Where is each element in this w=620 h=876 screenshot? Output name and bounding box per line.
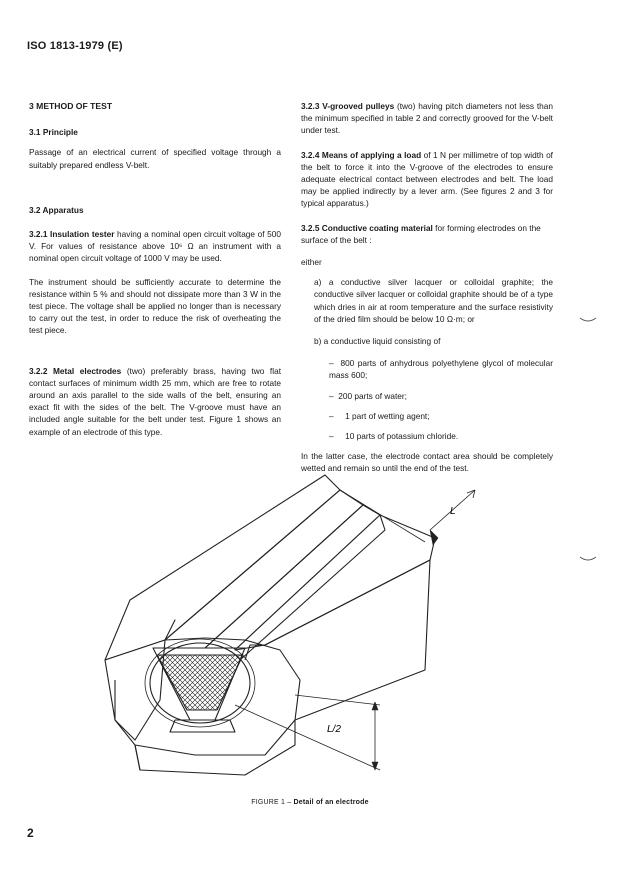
section-3-2-2-heading: 3.2.2 Metal electrodes	[29, 365, 122, 376]
section-3-2-4-heading: 3.2.4 Means of applying a load	[301, 149, 422, 160]
section-3-2-3-text: (two) having pitch diameters not less than the minimum specified in table 2 and correctly grooved for the V-belt under test.	[301, 101, 553, 136]
section-3-2-1-paragraph	[29, 228, 281, 265]
section-3-2-4-paragraph	[301, 149, 553, 210]
page-number: 2	[27, 826, 34, 840]
closing-paragraph: In the latter case, the electrode contact area should be completely wetted and remain so until the end of the test.	[301, 451, 553, 474]
list-item-a: a) a conductive silver lacquer or colloidal graphite; the conductive silver lacquer or colloidal graphite should be of a type which dries in air at room temperature and the surface resistivity of the dried film should be below 10 Ω·m; or	[314, 277, 553, 324]
margin-mark-2	[578, 555, 598, 563]
sub-item-3-text: 1 part of wetting agent;	[345, 410, 430, 421]
dimension-label-l: L	[450, 506, 456, 517]
section-3-2-1-paragraph-2: The instrument should be sufficiently accurate to determine the resistance within 5 % and should not dissipate more than 3 W in the test piece. The voltage shall be applied no longer than is necessary to carry out the test, in order to reduce the risk of overheating the test piece.	[29, 276, 281, 336]
section-3-1-text: Passage of an electrical current of specified voltage through a suitably prepared endless V-belt.	[29, 147, 281, 170]
section-3-2-2-text: (two) preferably brass, having two flat contact surfaces of minimum width 25 mm, which are free to rotate around an axis parallel to the side walls of the belt, ensuring an exact fit with the sides of the belt. The V-groove must have an included angle suitable for the belt under test. Figure 1 shows an example of an electrode of this type.	[29, 365, 282, 437]
margin-mark-1	[578, 316, 598, 324]
sub-item-3: – 1 part of wetting agent;	[329, 410, 430, 421]
document-header-id: ISO 1813-1979 (E)	[27, 40, 123, 52]
sub-item-4: – 10 parts of potassium chloride.	[329, 431, 459, 442]
figure-caption-title: Detail of an electrode	[293, 799, 369, 806]
section-3-2-1-text: having a nominal open circuit voltage of 500 V. For values of resistance above 10⁶ Ω an instrument with a nominal open circuit voltage of 1000 V may be used.	[29, 229, 281, 264]
either-label: either	[301, 257, 322, 268]
section-3-2-3-paragraph	[301, 100, 553, 137]
section-3-2-5-text: for forming electrodes on the surface of the belt :	[301, 222, 541, 245]
sub-item-2-text: 200 parts of water;	[338, 390, 407, 401]
list-item-b: b) a conductive liquid consisting of	[314, 336, 441, 347]
section-3-2-1-heading: 3.2.1 Insulation tester	[29, 229, 115, 240]
section-3-2-2-paragraph	[29, 365, 281, 438]
section-3-1-heading: 3.1 Principle	[29, 127, 78, 138]
section-3-heading: 3 METHOD OF TEST	[29, 101, 113, 111]
section-3-2-4-text: of 1 N per millimetre of top width of the belt to force it into the V-groove of the electrodes to ensure adequate electrical contact between electrodes and belt. The load may be applied indirectly by a lever arm. (See figures 2 and 3 for typical apparatus.)	[301, 149, 553, 209]
dimension-label-half-l: L/2	[327, 724, 341, 735]
right-column	[301, 100, 553, 475]
figure-1-electrode-drawing	[95, 470, 515, 790]
section-3-2-3-heading: 3.2.3 V-grooved pulleys	[301, 101, 395, 111]
sub-item-2: – 200 parts of water;	[329, 390, 407, 401]
section-3-2-5-heading: 3.2.5 Conductive coating material	[301, 222, 433, 233]
figure-caption-prefix: FIGURE 1 –	[251, 799, 294, 806]
sub-item-4-text: 10 parts of potassium chloride.	[345, 431, 459, 442]
section-3-2-5-paragraph	[301, 222, 553, 246]
sub-item-1-text: 800 parts of anhydrous polyethylene glycol of molecular mass 600;	[329, 358, 553, 381]
figure-caption	[0, 799, 620, 806]
sub-item-1: – 800 parts of anhydrous polyethylene glycol of molecular mass 600;	[329, 358, 553, 381]
left-column	[29, 100, 281, 438]
section-3-2-heading: 3.2 Apparatus	[29, 204, 84, 215]
